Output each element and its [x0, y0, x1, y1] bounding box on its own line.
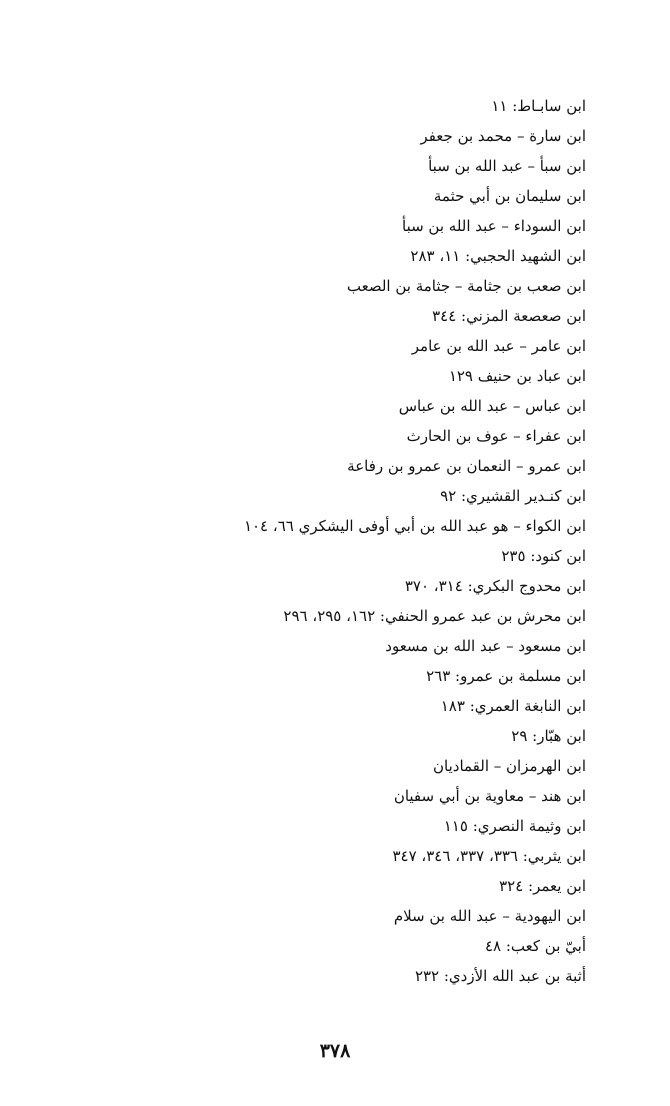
index-entry: ابن صعب بن جثامة – جثامة بن الصعب — [346, 277, 586, 295]
index-entry: ابن الهرمزان – القماديان — [433, 757, 586, 775]
index-entry: ابن كنود: ٢٣٥ — [501, 547, 586, 565]
index-entry: ابن محرش بن عبد عمرو الحنفي: ١٦٢، ٢٩٥، ٢٩٦ — [283, 607, 586, 625]
index-entry: ابن السوداء – عبد الله بن سبأ — [402, 217, 586, 235]
index-entry: ابن عفراء – عوف بن الحارث — [406, 427, 586, 445]
index-entry: ابن سليمان بن أبي حثمة — [433, 187, 586, 205]
index-entry: ابن هند – معاوية بن أبي سفيان — [393, 787, 586, 805]
index-entry: ابن الكواء – هو عبد الله بن أبي أوفى اليشكري ٦٦، ١٠٤ — [243, 517, 586, 535]
index-entry: ابن يثربي: ٣٣٦، ٣٣٧، ٣٤٦، ٣٤٧ — [392, 847, 586, 865]
index-entry: ابن صعصعة المزني: ٣٤٤ — [432, 307, 586, 325]
index-entry: ابن عباس – عبد الله بن عباس — [398, 397, 586, 415]
index-entry: ابن الشهيد الحجبي: ١١، ٢٨٣ — [410, 247, 586, 265]
index-entry: ابن مسلمة بن عمرو: ٢٦٣ — [426, 667, 586, 685]
index-entry: ابن سابـاط: ١١ — [491, 97, 586, 115]
index-entry: ابن عباد بن حنيف ١٢٩ — [448, 367, 586, 385]
index-entry: ابن مسعود – عبد الله بن مسعود — [385, 637, 586, 655]
index-entry: ابن محدوج البكري: ٣١٤، ٣٧٠ — [404, 577, 586, 595]
index-entry: ابن عمرو – النعمان بن عمرو بن رفاعة — [347, 457, 586, 475]
page-number: ٣٧٨ — [319, 1040, 351, 1062]
index-entry: ابن سارة – محمد بن جعفر — [420, 127, 586, 145]
index-entry: أثبة بن عبد الله الأزدي: ٢٣٢ — [414, 967, 586, 985]
index-entry: أبيّ بن كعب: ٤٨ — [484, 937, 586, 955]
index-entry: ابن عامر – عبد الله بن عامر — [411, 337, 586, 355]
index-entry: ابن اليهودية – عبد الله بن سلام — [393, 907, 586, 925]
index-entry: ابن يعمر: ٣٢٤ — [499, 877, 586, 895]
index-entry: ابن سبأ – عبد الله بن سبأ — [428, 157, 586, 175]
index-entry: ابن وثيمة النصري: ١١٥ — [443, 817, 586, 835]
index-entry-list — [66, 91, 586, 991]
index-entry: ابن كنـدير القشيري: ٩٢ — [440, 487, 586, 505]
index-entry: ابن هبّار: ٢٩ — [511, 727, 586, 745]
index-entry: ابن النابغة العمري: ١٨٣ — [440, 697, 586, 715]
